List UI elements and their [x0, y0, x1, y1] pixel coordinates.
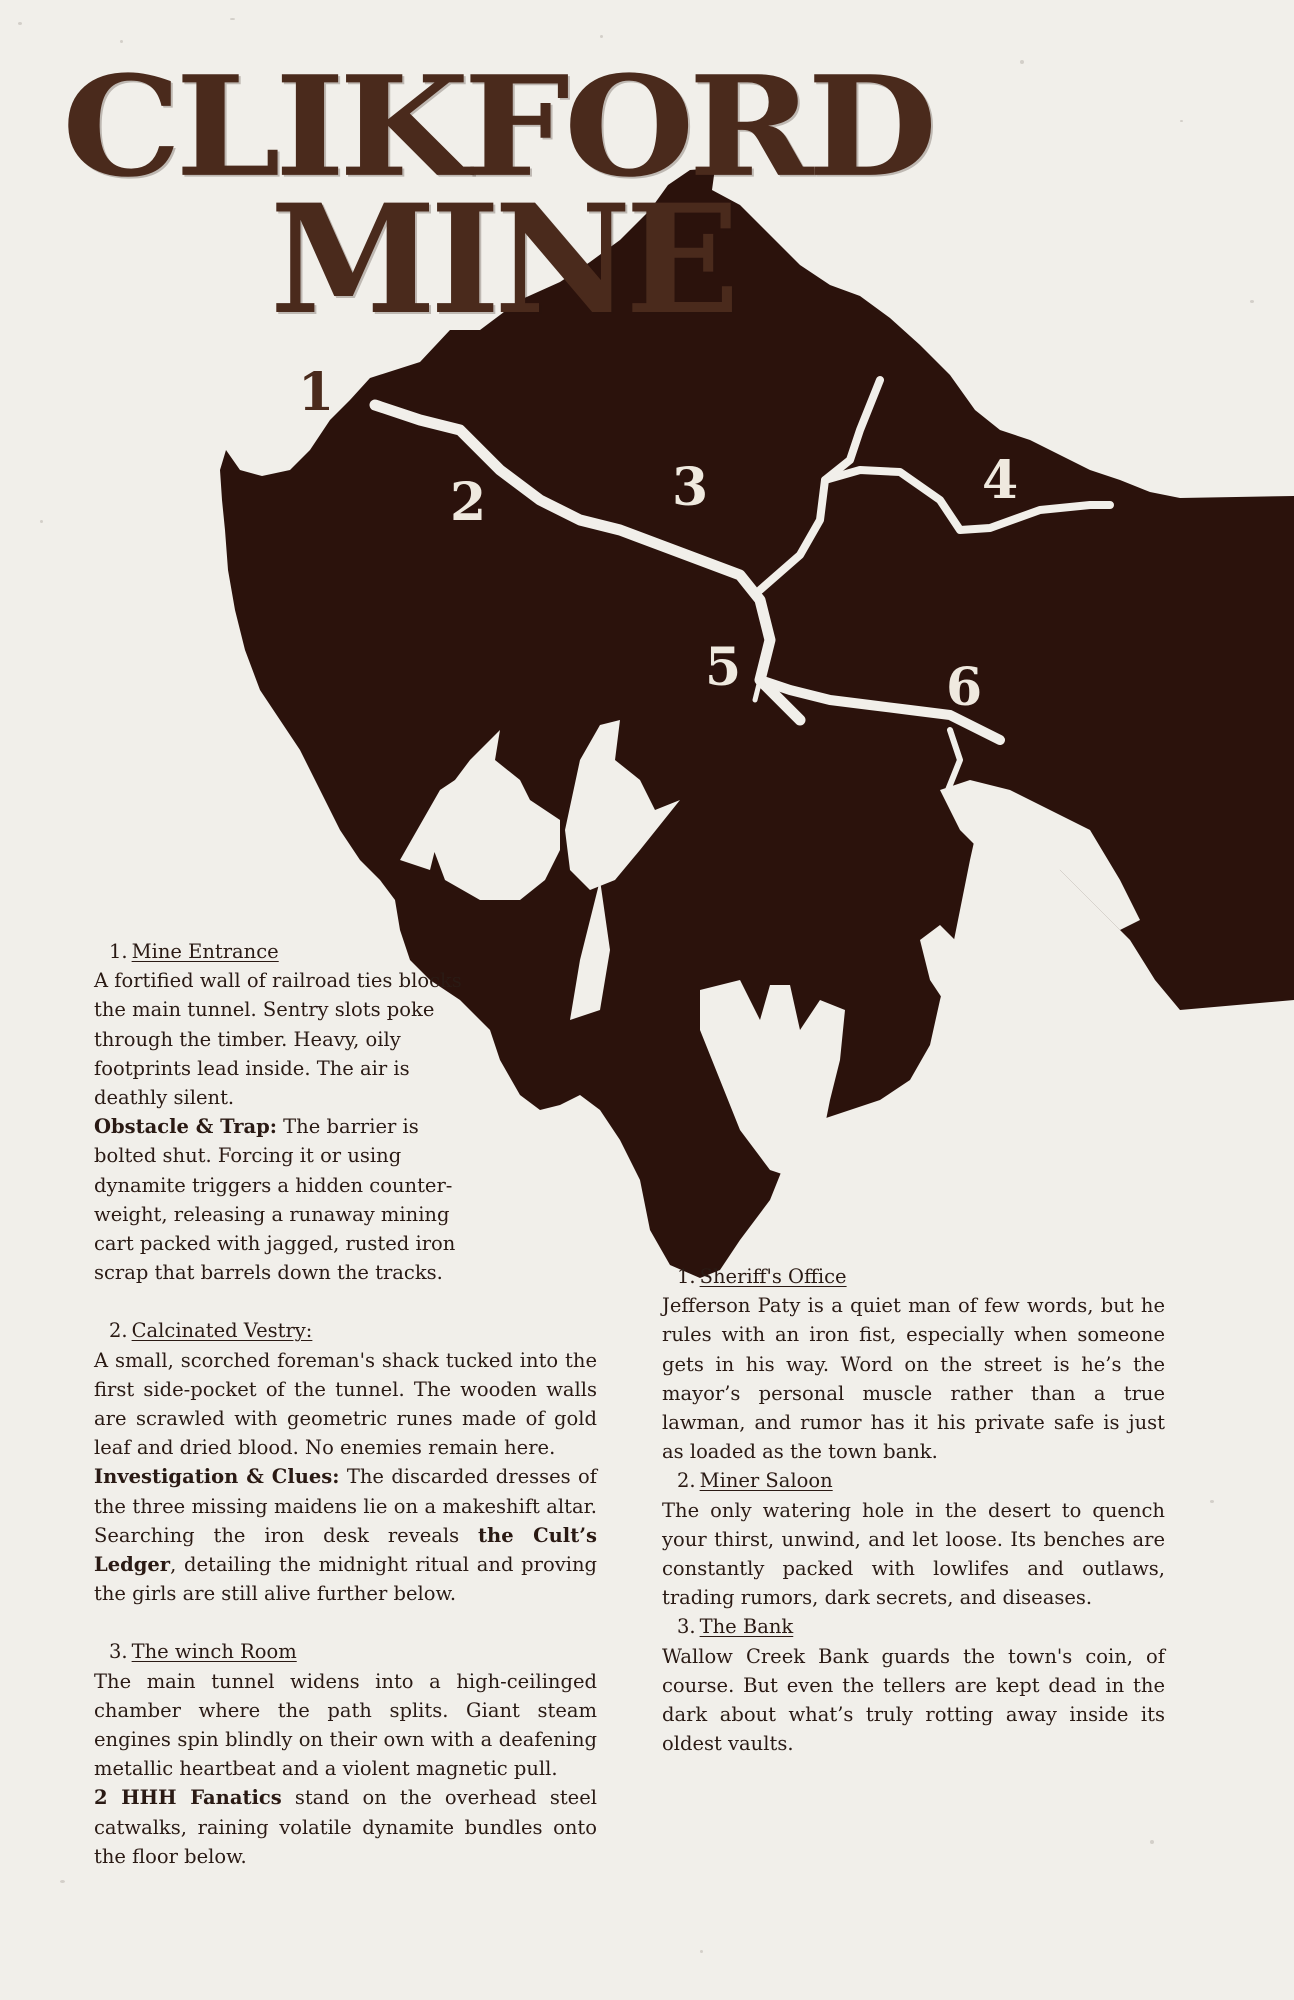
mine-room-entry — [94, 937, 484, 1287]
entry-heading — [662, 1262, 1165, 1291]
entry-heading — [94, 1316, 597, 1345]
entry-title: Calcinated Vestry: — [131, 1319, 313, 1343]
map-label-6: 6 — [946, 657, 983, 718]
entry-description: The only watering hole in the desert to quench your thirst, unwind, and let loose. Its benches are constantly packed with lowlifes and outlaws, trading rumors, dark secrets, and diseases. — [662, 1498, 1165, 1610]
entry-heading — [662, 1612, 1165, 1641]
entry-description: The main tunnel widens into a high-ceilinged chamber where the path splits. Giant steam engines spin blindly on their own with a deafening metallic heartbeat and a violent magnetic pull. — [94, 1669, 597, 1781]
page-title-line-2: MINE — [270, 172, 734, 348]
entry-number: 3. — [677, 1615, 696, 1639]
entry-description: Wallow Creek Bank guards the town's coin, of course. But even the tellers are kept dead in the dark about what’s truly rotting away inside its oldest vaults. — [662, 1644, 1165, 1756]
entry-title: The Bank — [699, 1615, 794, 1639]
map-label-3: 3 — [672, 457, 709, 518]
entry-detail: Obstacle & Trap: The barrier is bolted shut. Forcing it or using dynamite triggers a hidden counter-weight, releasing a runaway mining cart packed with jagged, rusted iron scrap that barrels down the tracks. — [94, 1115, 456, 1285]
map-label-5: 5 — [705, 637, 742, 698]
entry-description: A fortified wall of railroad ties blocks the main tunnel. Sentry slots poke through the timber. Heavy, oily footprints lead inside. The air is deathly silent. — [94, 969, 462, 1110]
map-label-4: 4 — [982, 450, 1019, 511]
entry-title: Sheriff's Office — [699, 1265, 847, 1288]
entry-number: 2. — [109, 1319, 128, 1343]
town-location-entry — [662, 1262, 1165, 1466]
entry-title: The winch Room — [131, 1640, 297, 1664]
page-title-line-1: CLIKFORD — [62, 46, 932, 208]
detail-label: Investigation & Clues: — [94, 1465, 340, 1489]
entry-number: 1. — [109, 940, 128, 963]
entry-heading — [94, 937, 484, 966]
detail-label: 2 HHH Fanatics — [94, 1786, 282, 1810]
town-location-entry — [662, 1466, 1165, 1612]
entry-title: Mine Entrance — [131, 940, 279, 963]
entry-number: 2. — [677, 1469, 696, 1493]
town-locations-column — [662, 1262, 1165, 1758]
mine-rooms-column — [94, 937, 597, 1871]
entry-number: 3. — [109, 1640, 128, 1664]
entry-detail: 2 HHH Fanatics stand on the overhead steel catwalks, raining volatile dynamite bundles onto the floor below. — [94, 1786, 597, 1868]
detail-label: Obstacle & Trap: — [94, 1115, 277, 1139]
entry-description: Jefferson Paty is a quiet man of few words, but he rules with an iron fist, especially when someone gets in his way. Word on the street is he’s the mayor’s personal muscle rather than a true lawman, and rumor has it his private safe is just as loaded as the town bank. — [662, 1294, 1165, 1464]
entry-heading — [662, 1466, 1165, 1495]
entry-heading — [94, 1637, 597, 1666]
mine-room-entry — [94, 1637, 597, 1871]
cult-ledger-label: the Cult’s Ledger — [94, 1523, 597, 1577]
town-location-entry — [662, 1612, 1165, 1758]
map-label-1: 1 — [298, 362, 335, 423]
entry-description: A small, scorched foreman's shack tucked into the first side-pocket of the tunnel. The wooden walls are scrawled with geometric runes made of gold leaf and dried blood. No enemies remain here. — [94, 1348, 597, 1460]
entry-title: Miner Saloon — [699, 1469, 833, 1493]
mine-room-entry — [94, 1316, 597, 1608]
map-label-2: 2 — [450, 472, 487, 533]
entry-number: 1. — [677, 1265, 696, 1288]
entry-detail: Investigation & Clues: The discarded dresses of the three missing maidens lie on a makeshift altar. Searching the iron desk reveals the Cult’s Ledger, detailing the midnight ritual and proving the girls are still alive further below. — [94, 1465, 597, 1606]
